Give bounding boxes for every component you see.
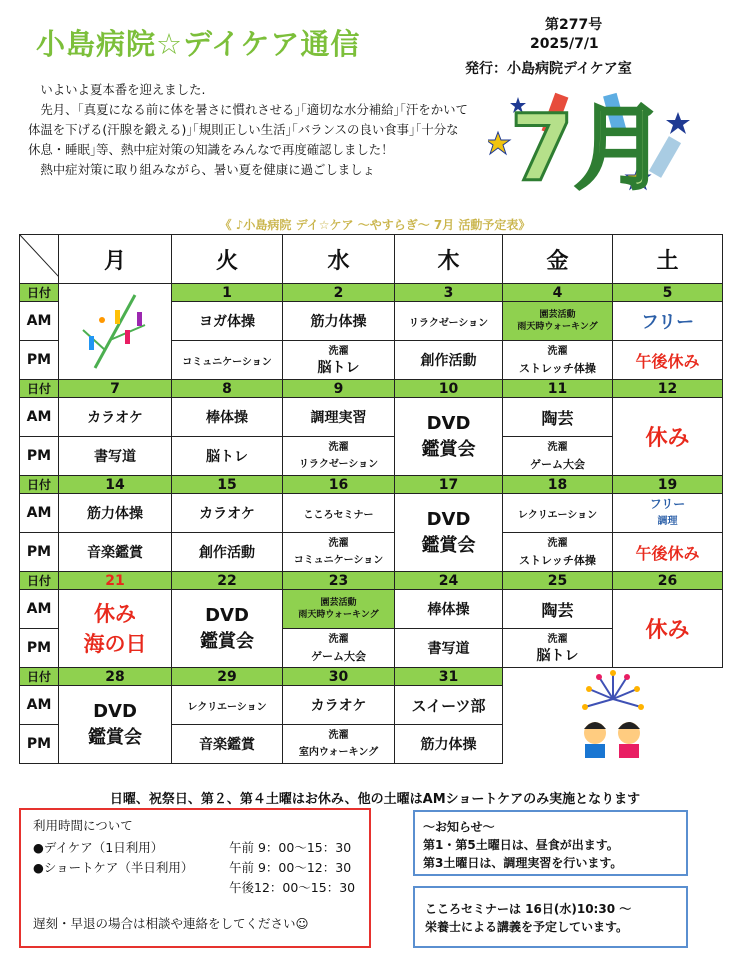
- activity-cell: [283, 341, 395, 380]
- daycare-time: 午前 9：00～15：30: [229, 840, 352, 855]
- date-cell: 17: [395, 476, 503, 494]
- notice-box-lunch: [413, 810, 688, 876]
- activity-line: リラクゼーション: [298, 459, 379, 470]
- activity-cell: こころセミナー: [283, 494, 395, 533]
- activity-line: DVD: [426, 412, 471, 434]
- activity-cell: レクリエーション: [503, 494, 613, 533]
- day-header-mon: 月: [59, 235, 172, 284]
- activity-cell: 午後休み: [613, 341, 723, 380]
- activity-line: 園芸活動: [539, 310, 576, 320]
- activity-cell: コミュニケーション: [172, 341, 283, 380]
- date-cell: 15: [172, 476, 283, 494]
- activity-cell: 音楽鑑賞: [172, 725, 283, 764]
- activity-cell: [503, 533, 613, 572]
- date-label: 日付: [20, 284, 59, 302]
- activity-line: 雨天時ウォーキング: [517, 322, 598, 332]
- date-cell: 7: [59, 380, 172, 398]
- activity-cell: [59, 686, 172, 764]
- pm-label: PM: [20, 341, 59, 380]
- date-cell: 22: [172, 572, 283, 590]
- activity-line: DVD: [93, 700, 137, 722]
- activity-line: 鑑賞会: [88, 726, 142, 748]
- activity-line: 洗濯: [328, 730, 349, 741]
- date-cell: 12: [613, 380, 723, 398]
- activity-cell: 筋力体操: [395, 725, 503, 764]
- activity-line: DVD: [426, 508, 471, 530]
- date-cell: 1: [172, 284, 283, 302]
- intro-line: 熱中症対策に取り組みながら、暑い夏を健康に過ごしましょ: [40, 162, 375, 177]
- corner-cell: [20, 235, 59, 284]
- date-cell: 25: [503, 572, 613, 590]
- bamboo-icon: [75, 290, 155, 370]
- notice-title: ～お知らせ～: [423, 820, 495, 834]
- issue-date: 2025/7/1: [530, 36, 599, 52]
- activity-cell: [172, 590, 283, 668]
- date-cell: 28: [59, 668, 172, 686]
- am-label: AM: [20, 302, 59, 341]
- shortcare-time-am: 午前 9：00～12：30: [229, 860, 352, 875]
- date-cell: 23: [283, 572, 395, 590]
- notice-line: 第3土曜日は、調理実習を行います。: [423, 856, 623, 870]
- am-label: AM: [20, 686, 59, 725]
- activity-cell: 陶芸: [503, 590, 613, 629]
- activity-cell: 創作活動: [172, 533, 283, 572]
- notice-line: 第1・第5土曜日は、昼食が出ます。: [423, 838, 619, 852]
- activity-line: 洗濯: [547, 538, 568, 549]
- activity-cell: リラクゼーション: [395, 302, 503, 341]
- activity-line: 雨天時ウォーキング: [298, 610, 379, 620]
- activity-cell: 筋力体操: [59, 494, 172, 533]
- activity-line: 調理: [657, 516, 678, 527]
- activity-cell: カラオケ: [283, 686, 395, 725]
- activity-cell: 休み: [613, 590, 723, 668]
- activity-cell: [503, 629, 613, 668]
- activity-line: ゲーム大会: [311, 650, 366, 663]
- closure-footnote: 日曜、祝祭日、第２、第４土曜はお休み、他の土曜はAMショートケアのみ実施となります: [109, 792, 641, 807]
- month-art-text: 7月: [509, 95, 667, 192]
- newsletter-title: 小島病院☆デイケア通信: [36, 27, 361, 61]
- date-label: 日付: [20, 572, 59, 590]
- date-cell: 26: [613, 572, 723, 590]
- shortcare-time-pm: 午後12：00～15：30: [229, 880, 356, 895]
- hours-heading: 利用時間について: [33, 818, 133, 833]
- activity-line: 洗濯: [328, 634, 349, 645]
- hours-box: [19, 808, 371, 948]
- activity-cell: カラオケ: [172, 494, 283, 533]
- daycare-label: ●デイケア（1日利用）: [33, 840, 164, 855]
- activity-line: 洗濯: [547, 442, 568, 453]
- fireworks-icon: [553, 669, 673, 759]
- date-cell: 24: [395, 572, 503, 590]
- date-cell: 3: [395, 284, 503, 302]
- activity-cell: [395, 398, 503, 476]
- activity-cell: [283, 590, 395, 629]
- activity-line: 洗濯: [328, 346, 349, 357]
- activity-line: 海の日: [83, 631, 147, 656]
- activity-cell: カラオケ: [59, 398, 172, 437]
- activity-line: 洗濯: [328, 442, 349, 453]
- activity-line: 鑑賞会: [421, 534, 476, 556]
- activity-cell: フリー: [613, 302, 723, 341]
- activity-line: DVD: [205, 604, 249, 626]
- date-cell: 14: [59, 476, 172, 494]
- day-header-fri: 金: [503, 235, 613, 284]
- day-header-wed: 水: [283, 235, 395, 284]
- activity-cell: [283, 725, 395, 764]
- date-cell: 16: [283, 476, 395, 494]
- intro-line: いよいよ夏本番を迎えました.: [40, 82, 206, 97]
- day-header-tue: 火: [172, 235, 283, 284]
- activity-cell: 創作活動: [395, 341, 503, 380]
- fireworks-illustration-cell: [503, 668, 723, 764]
- activity-line: 洗濯: [547, 346, 568, 357]
- july-month-illustration: [488, 92, 703, 192]
- publisher: 発行：小島病院デイケア室: [465, 61, 632, 77]
- date-cell: 29: [172, 668, 283, 686]
- schedule-subtitle: 《 ♪小島病院 デイ☆ケア ～やすらぎ～ 7月 活動予定表》: [219, 218, 531, 232]
- intro-text: [28, 80, 468, 180]
- pm-label: PM: [20, 533, 59, 572]
- activity-cell: [503, 437, 613, 476]
- am-label: AM: [20, 398, 59, 437]
- activity-line: 脳トレ: [317, 360, 360, 376]
- date-cell: 4: [503, 284, 613, 302]
- date-cell: 9: [283, 380, 395, 398]
- date-cell: 5: [613, 284, 723, 302]
- day-header-thu: 木: [395, 235, 503, 284]
- date-cell: 2: [283, 284, 395, 302]
- am-label: AM: [20, 494, 59, 533]
- activity-cell: スイーツ部: [395, 686, 503, 725]
- activity-cell: ヨガ体操: [172, 302, 283, 341]
- activity-line: 鑑賞会: [421, 438, 476, 460]
- activity-line: 室内ウォーキング: [298, 747, 379, 758]
- activity-cell: レクリエーション: [172, 686, 283, 725]
- activity-line: 園芸活動: [320, 598, 357, 608]
- intro-line: 先月、｢真夏になる前に体を暑さに慣れさせる｣｢適切な水分補給｣｢汗をかいて体温を下げる(汗腺を鍛える)｣｢規則正しい生活｣｢バランスの良い食事｣｢十分な休息・睡眠｣等、熱中症対策の知識をみんなで再度確認しました！: [28, 102, 468, 157]
- issue-number: 第277号: [545, 17, 603, 33]
- activity-cell: 調理実習: [283, 398, 395, 437]
- activity-line: 脳トレ: [536, 648, 579, 664]
- pm-label: PM: [20, 629, 59, 668]
- day-header-sat: 土: [613, 235, 723, 284]
- date-cell: 8: [172, 380, 283, 398]
- activity-cell: 午後休み: [613, 533, 723, 572]
- activity-line: フリー: [649, 497, 686, 511]
- date-cell: 18: [503, 476, 613, 494]
- activity-line: コミュニケーション: [293, 555, 384, 566]
- activity-cell: [613, 494, 723, 533]
- activity-schedule-table: [19, 234, 723, 764]
- date-cell: 21: [59, 572, 172, 590]
- activity-line: 休み: [94, 601, 136, 626]
- date-cell: 30: [283, 668, 395, 686]
- lateness-note: 遅刻・早退の場合は相談や連絡をしてください☺: [33, 916, 309, 931]
- activity-line: 洗濯: [328, 538, 349, 549]
- activity-line: ゲーム大会: [530, 458, 585, 471]
- activity-cell: 書写道: [59, 437, 172, 476]
- shortcare-label: ●ショートケア（半日利用）: [33, 860, 194, 875]
- activity-cell: [503, 341, 613, 380]
- activity-cell: [59, 590, 172, 668]
- activity-cell: 陶芸: [503, 398, 613, 437]
- date-label: 日付: [20, 380, 59, 398]
- activity-cell: [283, 629, 395, 668]
- tanabata-illustration-cell: [59, 284, 172, 380]
- activity-cell: 棒体操: [172, 398, 283, 437]
- date-label: 日付: [20, 476, 59, 494]
- am-label: AM: [20, 590, 59, 629]
- activity-cell: 書写道: [395, 629, 503, 668]
- corner-diagonal: [20, 235, 59, 277]
- activity-cell: [395, 494, 503, 572]
- activity-cell: [283, 533, 395, 572]
- notice-line: こころセミナーは 16日(水)10:30 ～: [425, 902, 632, 916]
- activity-cell: 筋力体操: [283, 302, 395, 341]
- activity-line: 鑑賞会: [200, 630, 254, 652]
- activity-cell: [503, 302, 613, 341]
- activity-line: ストレッチ体操: [519, 362, 596, 375]
- activity-cell: 棒体操: [395, 590, 503, 629]
- date-label: 日付: [20, 668, 59, 686]
- pm-label: PM: [20, 725, 59, 764]
- activity-cell: [283, 437, 395, 476]
- activity-cell: 脳トレ: [172, 437, 283, 476]
- activity-cell: 音楽鑑賞: [59, 533, 172, 572]
- date-cell: 19: [613, 476, 723, 494]
- date-cell: 11: [503, 380, 613, 398]
- date-cell: 10: [395, 380, 503, 398]
- activity-line: 洗濯: [547, 634, 568, 645]
- date-cell: 31: [395, 668, 503, 686]
- activity-cell: 休み: [613, 398, 723, 476]
- notice-box-seminar: [413, 886, 688, 948]
- activity-line: ストレッチ体操: [519, 554, 596, 567]
- pm-label: PM: [20, 437, 59, 476]
- notice-line: 栄養士による講義を予定しています。: [425, 920, 629, 934]
